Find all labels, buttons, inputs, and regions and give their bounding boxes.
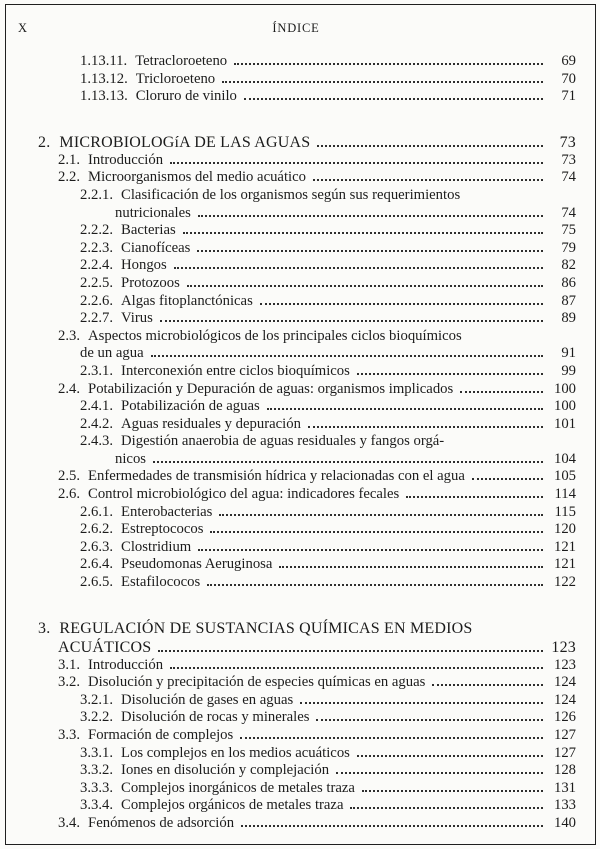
entry-number: 2.2.7. xyxy=(80,310,114,327)
entry-number: 1.13.11. xyxy=(80,53,128,69)
page-header xyxy=(18,21,574,36)
entry-number: 2.3. xyxy=(58,327,81,344)
entry-page-number: 128 xyxy=(553,762,576,779)
toc-entry xyxy=(38,657,576,675)
dot-leader xyxy=(350,807,543,809)
entry-title: Enterobacterias xyxy=(121,503,213,520)
entry-page-number: 120 xyxy=(553,521,576,538)
toc-entry xyxy=(38,205,576,223)
toc-list xyxy=(38,53,576,833)
entry-title: Potabilización de aguas xyxy=(121,398,260,415)
entry-title: nicos xyxy=(115,450,147,467)
entry-page-number: 104 xyxy=(553,450,576,467)
toc-entry xyxy=(38,345,576,363)
entry-page-number: 100 xyxy=(553,380,576,397)
toc-entry xyxy=(38,451,576,469)
toc-entry xyxy=(38,638,576,657)
entry-number: 2.4.2. xyxy=(80,415,114,432)
toc-entry xyxy=(38,556,576,574)
entry-number: 2.2.5. xyxy=(80,274,114,291)
entry-page-number: 123 xyxy=(551,638,576,656)
toc-entry xyxy=(38,71,576,89)
dot-leader xyxy=(151,355,543,357)
dot-leader xyxy=(241,825,543,827)
entry-title: Cianofíceas xyxy=(121,239,191,256)
entry-page-number: 75 xyxy=(561,222,576,239)
entry-number: 3.2.2. xyxy=(80,709,114,726)
dot-leader xyxy=(160,320,543,322)
entry-number: 3.3.3. xyxy=(80,779,114,796)
dot-leader xyxy=(317,145,543,147)
entry-number: 2. xyxy=(38,133,51,151)
toc-entry xyxy=(38,619,576,638)
entry-page-number: 127 xyxy=(553,727,576,743)
toc-entry xyxy=(38,328,576,346)
toc-entry xyxy=(38,780,576,798)
toc-entry xyxy=(38,53,576,71)
entry-title: Potabilización y Depuración de aguas: organismos implicados xyxy=(88,380,454,397)
entry-number: 3.2. xyxy=(58,674,81,691)
dot-leader xyxy=(197,250,543,252)
dot-leader xyxy=(300,702,543,704)
entry-title: nutricionales xyxy=(115,204,191,221)
dot-leader xyxy=(170,667,543,669)
entry-page-number: 86 xyxy=(561,274,576,291)
dot-leader xyxy=(279,566,543,568)
toc-entry xyxy=(38,486,576,504)
entry-title: Digestión anaerobia de aguas residuales y fangos orgá- xyxy=(121,433,445,450)
entry-number: 1.13.13. xyxy=(80,88,128,105)
entry-number: 3.3.1. xyxy=(80,744,114,761)
entry-page-number: 131 xyxy=(553,779,576,796)
entry-title: ACUÁTICOS xyxy=(58,638,152,656)
entry-number: 2.2.2. xyxy=(80,222,114,239)
entry-page-number: 74 xyxy=(561,204,576,221)
dot-leader xyxy=(316,719,543,721)
entry-page-number: 124 xyxy=(553,691,576,708)
toc-entry xyxy=(38,433,576,451)
dot-leader xyxy=(187,285,543,287)
entry-page-number: 82 xyxy=(561,257,576,274)
entry-title: Estreptococos xyxy=(121,521,204,538)
entry-page-number: 69 xyxy=(561,53,576,69)
entry-page-number: 121 xyxy=(553,556,576,573)
toc-entry xyxy=(38,468,576,486)
entry-number: 2.4.3. xyxy=(80,433,114,450)
entry-title: Enfermedades de transmisión hídrica y relacionadas con el agua xyxy=(88,468,465,485)
dot-leader xyxy=(234,63,543,65)
toc-entry xyxy=(38,762,576,780)
header-folio: X xyxy=(18,21,28,35)
entry-page-number: 100 xyxy=(553,398,576,415)
toc-entry xyxy=(38,310,576,328)
dot-leader xyxy=(357,755,543,757)
dot-leader xyxy=(362,790,543,792)
entry-title: MICROBIOLOGíA DE LAS AGUAS xyxy=(59,133,311,151)
dot-leader xyxy=(183,232,543,234)
toc-entry xyxy=(38,398,576,416)
entry-number: 2.5. xyxy=(58,468,81,485)
entry-page-number: 71 xyxy=(561,88,576,105)
dot-leader xyxy=(308,426,543,428)
entry-title: Complejos inorgánicos de metales traza xyxy=(121,779,355,796)
dot-leader xyxy=(240,737,543,739)
toc-entry xyxy=(38,504,576,522)
entry-number: 3.1. xyxy=(58,656,81,673)
entry-title: Microorganismos del medio acuático xyxy=(88,169,306,186)
entry-page-number: 126 xyxy=(553,709,576,726)
dot-leader xyxy=(244,98,543,100)
toc-entry xyxy=(38,574,576,592)
dot-leader xyxy=(357,373,543,375)
entry-number: 2.6.2. xyxy=(80,521,114,538)
dot-leader xyxy=(313,179,543,181)
toc-entry xyxy=(38,381,576,399)
toc-entry xyxy=(38,169,576,187)
entry-title: Introducción xyxy=(88,151,164,168)
toc-entry xyxy=(38,745,576,763)
entry-title: Complejos orgánicos de metales traza xyxy=(121,797,344,814)
entry-title: Iones en disolución y complejación xyxy=(121,762,330,779)
entry-title: Tricloroeteno xyxy=(135,70,216,87)
entry-title: Clostridium xyxy=(121,538,192,555)
entry-number: 2.4. xyxy=(58,380,81,397)
entry-page-number: 127 xyxy=(553,744,576,761)
toc-entry xyxy=(38,692,576,710)
entry-title: Algas fitoplanctónicas xyxy=(121,292,253,309)
entry-title: Estafilococos xyxy=(121,574,201,591)
toc-entry xyxy=(38,257,576,275)
dot-leader xyxy=(207,584,543,586)
entry-title: Clasificación de los organismos según sus requerimientos xyxy=(121,186,461,203)
dot-leader xyxy=(219,514,543,516)
entry-title: Protozoos xyxy=(121,274,180,291)
entry-number: 2.1. xyxy=(58,151,81,168)
entry-number: 3.3. xyxy=(58,727,81,743)
dot-leader xyxy=(198,215,543,217)
entry-number: 1.13.12. xyxy=(80,70,128,87)
entry-number: 2.6.4. xyxy=(80,556,114,573)
dot-leader xyxy=(158,650,543,652)
entry-page-number: 114 xyxy=(554,486,576,503)
entry-page-number: 74 xyxy=(561,169,576,186)
entry-title: Aspectos microbiológicos de los principales ciclos bioquímicos xyxy=(88,327,462,344)
toc-entry xyxy=(38,416,576,434)
toc-entry xyxy=(38,363,576,381)
entry-number: 2.6.5. xyxy=(80,574,114,591)
entry-page-number: 87 xyxy=(561,292,576,309)
toc-entry xyxy=(38,187,576,205)
entry-number: 3.4. xyxy=(58,814,81,831)
toc-entry xyxy=(38,815,576,833)
toc-entry xyxy=(38,293,576,311)
entry-number: 3.2.1. xyxy=(80,691,114,708)
entry-page-number: 70 xyxy=(561,70,576,87)
entry-title: Control microbiológico del agua: indicadores fecales xyxy=(88,486,400,503)
entry-title: Pseudomonas Aeruginosa xyxy=(121,556,273,573)
entry-number: 2.2. xyxy=(58,169,81,186)
entry-page-number: 115 xyxy=(554,503,576,520)
entry-title: Hongos xyxy=(121,257,167,274)
toc-entry xyxy=(38,709,576,727)
entry-title: Interconexión entre ciclos bioquímicos xyxy=(121,362,350,379)
entry-number: 3. xyxy=(38,619,51,637)
entry-number: 3.3.4. xyxy=(80,797,114,814)
entry-page-number: 91 xyxy=(561,345,576,362)
entry-number: 2.2.6. xyxy=(80,292,114,309)
dot-leader xyxy=(170,162,543,164)
entry-number: 2.6.1. xyxy=(80,503,114,520)
toc-entry xyxy=(38,240,576,258)
entry-number: 2.6.3. xyxy=(80,538,114,555)
entry-title: Introducción xyxy=(88,656,164,673)
toc-entry xyxy=(38,275,576,293)
dot-leader xyxy=(174,267,543,269)
dot-leader xyxy=(472,478,543,480)
entry-title: Cloruro de vinilo xyxy=(135,88,237,105)
entry-page-number: 140 xyxy=(553,814,576,831)
entry-title: Aguas residuales y depuración xyxy=(121,415,301,432)
entry-page-number: 124 xyxy=(553,674,576,691)
toc-entry xyxy=(38,521,576,539)
entry-page-number: 89 xyxy=(561,310,576,327)
dot-leader xyxy=(432,684,543,686)
entry-number: 2.2.3. xyxy=(80,239,114,256)
entry-title: Tetracloroeteno xyxy=(135,53,228,69)
entry-page-number: 122 xyxy=(553,574,576,591)
dot-leader xyxy=(460,391,543,393)
entry-page-number: 73 xyxy=(561,151,576,168)
entry-title: Formación de complejos xyxy=(88,727,234,743)
entry-number: 3.3.2. xyxy=(80,762,114,779)
entry-page-number: 79 xyxy=(561,239,576,256)
entry-number: 2.2.4. xyxy=(80,257,114,274)
toc-entry xyxy=(38,222,576,240)
entry-title: Fenómenos de adsorción xyxy=(88,814,235,831)
entry-page-number: 133 xyxy=(553,797,576,814)
entry-title: Disolución de gases en aguas xyxy=(121,691,294,708)
entry-title: REGULACIÓN DE SUSTANCIAS QUÍMICAS EN MEDIOS xyxy=(59,619,473,637)
dot-leader xyxy=(406,496,543,498)
entry-page-number: 123 xyxy=(553,656,576,673)
dot-leader xyxy=(336,772,543,774)
dot-leader xyxy=(222,81,543,83)
dot-leader xyxy=(267,408,543,410)
entry-page-number: 73 xyxy=(559,133,576,151)
entry-title: Bacterias xyxy=(121,222,176,239)
entry-number: 2.2.1. xyxy=(80,186,114,203)
dot-leader xyxy=(210,531,543,533)
toc-entry xyxy=(38,674,576,692)
entry-page-number: 99 xyxy=(561,362,576,379)
entry-page-number: 121 xyxy=(553,538,576,555)
entry-title: de un agua xyxy=(80,345,144,362)
entry-number: 2.4.1. xyxy=(80,398,114,415)
entry-page-number: 101 xyxy=(553,415,576,432)
entry-title: Disolución y precipitación de especies químicas en aguas xyxy=(88,674,426,691)
dot-leader xyxy=(260,303,543,305)
toc-entry xyxy=(38,797,576,815)
toc-entry xyxy=(38,727,576,745)
entry-title: Los complejos en los medios acuáticos xyxy=(121,744,350,761)
entry-page-number: 105 xyxy=(553,468,576,485)
entry-number: 2.3.1. xyxy=(80,362,114,379)
toc-entry xyxy=(38,539,576,557)
dot-leader xyxy=(198,549,543,551)
toc-entry xyxy=(38,133,576,152)
toc-entry xyxy=(38,152,576,170)
entry-title: Disolución de rocas y minerales xyxy=(121,709,310,726)
header-title: ÍNDICE xyxy=(272,21,320,35)
entry-title: Virus xyxy=(121,310,153,327)
toc-entry xyxy=(38,88,576,106)
entry-number: 2.6. xyxy=(58,486,81,503)
dot-leader xyxy=(153,461,543,463)
